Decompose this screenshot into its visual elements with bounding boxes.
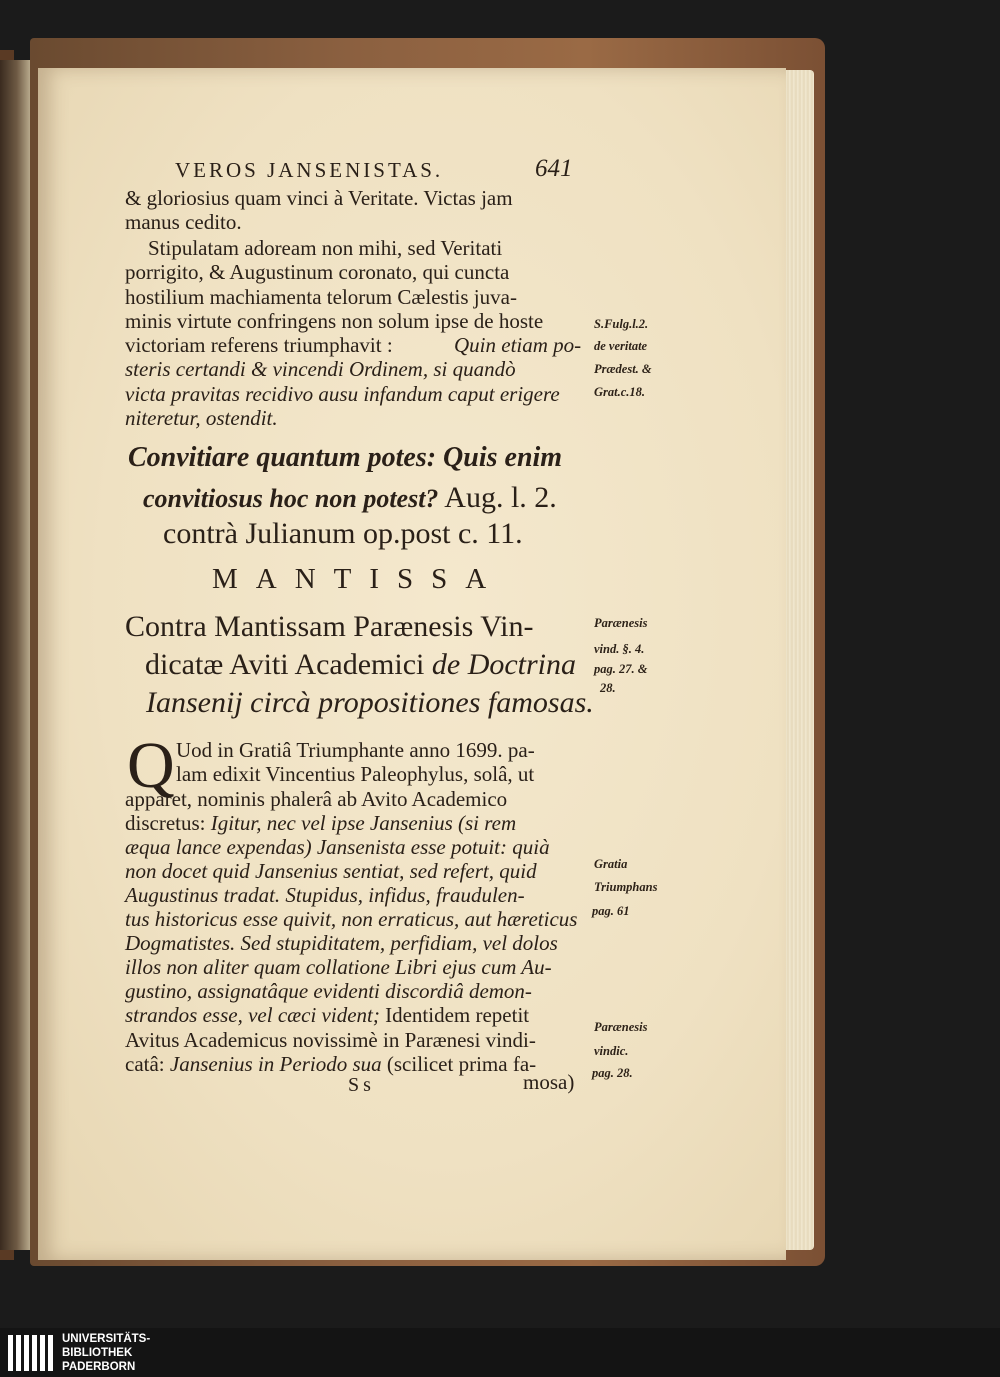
body-line: Avitus Academicus novissimè in Parænesi vindi- [125,1028,536,1052]
body-italic: Jansenius in Periodo sua [169,1052,382,1076]
marginal-note: Gratia [594,857,628,871]
body-line: victoriam referens triumphavit : [125,333,393,357]
body-line-italic: non docet quid Jansenius sentiat, sed refert, quid [125,859,537,883]
body-italic: strandos esse, vel cæci vident; [125,1003,380,1027]
drop-cap: Q [127,729,175,802]
body-line-italic: illos non aliter quam collatione Libri ejus cum Au- [125,955,552,979]
subtitle-line [145,650,576,680]
library-name-line: PADERBORN [62,1361,136,1373]
body-line: & gloriosius quam vinci à Veritate. Victas jam [125,186,513,210]
page-number: 641 [535,155,573,182]
body-roman: (scilicet prima fa- [386,1052,537,1076]
body-line-italic: niteretur, ostendit. [125,406,278,430]
marginal-note: Grat.c.18. [594,385,646,399]
marginal-note: Parænesis [594,1020,648,1034]
body-line: minis virtute confringens non solum ipse de hoste [125,309,544,333]
marginal-note: pag. 61 [592,904,630,918]
subtitle-line: Iansenij circà propositiones famosas. [146,686,594,719]
body-roman: Identidem repetit [385,1003,530,1027]
catchword: mosa) [523,1070,575,1094]
body-line-italic: steris certandi & vincendi Ordinem, si quandò [125,357,516,381]
body-line-italic: Quin etiam po- [454,333,582,357]
body-line [125,1054,536,1075]
quote-line [143,483,557,513]
library-name [62,1332,150,1374]
marginal-note: Triumphans [594,880,658,894]
subtitle-roman: dicatæ Aviti Academici [145,648,425,681]
body-italic: Igitur, nec vel ipse Jansenius (si rem [210,811,517,835]
quote-line: Convitiare quantum potes: Quis enim [128,442,563,473]
marginal-note: Prædest. & [594,362,652,376]
body-line-italic: æqua lance expendas) Jansenista esse potuit: quià [125,835,550,859]
body-line: porrigito, & Augustinum coronato, qui cuncta [125,260,510,284]
running-head: VEROS JANSENISTAS. [175,158,444,182]
marginal-note: de veritate [594,339,648,353]
body-line-italic: gustino, assignatâque evidenti discordiâ demon- [125,979,532,1003]
body-line: Uod in Gratiâ Triumphante anno 1699. pa- [176,738,535,762]
body-line: lam edixit Vincentius Paleophylus, solâ, ut [176,762,535,786]
quote-citation: Aug. l. 2. [444,481,557,514]
subtitle-italic: de Doctrina [431,648,577,681]
quote-line: contrà Julianum op.post c. 11. [163,517,523,550]
body-line-italic: tus historicus esse quivit, non erraticus, aut hæreticus [125,907,578,931]
body-line: Stipulatam adoream non mihi, sed Veritati [148,236,503,260]
body-line [125,813,516,834]
subtitle-line: Contra Mantissam Parænesis Vin- [125,610,534,643]
marginal-note: Parænesis [594,616,648,630]
marginal-note: 28. [600,681,616,695]
signature-mark: Ss [348,1074,375,1096]
quote-italic: convitiosus hoc non potest? [143,484,439,513]
body-line: manus cedito. [125,210,242,234]
body-line-italic: Augustinus tradat. Stupidus, infidus, fraudulen- [125,883,525,907]
section-title: MANTISSA [212,563,505,595]
library-name-line: BIBLIOTHEK [62,1347,133,1359]
marginal-note: pag. 27. & [594,662,648,676]
marginal-note: S.Fulg.l.2. [594,317,649,331]
body-line: apparet, nominis phalerâ ab Avito Academico [125,787,508,811]
marginal-note: pag. 28. [592,1066,633,1080]
body-roman: catâ: [125,1052,165,1076]
body-line [125,1005,529,1026]
library-name-line: UNIVERSITÄTS- [62,1333,151,1345]
body-line-italic: victa pravitas recidivo ausu infandum caput erigere [125,382,560,406]
library-logo-icon [6,1331,56,1375]
marginal-note: vind. §. 4. [594,642,645,656]
body-roman: discretus: [125,811,206,835]
marginal-note: vindic. [594,1044,629,1058]
body-line-italic: Dogmatistes. Sed stupiditatem, perfidiam, vel dolos [125,931,558,955]
body-line: hostilium machiamenta telorum Cælestis juva- [125,285,517,309]
